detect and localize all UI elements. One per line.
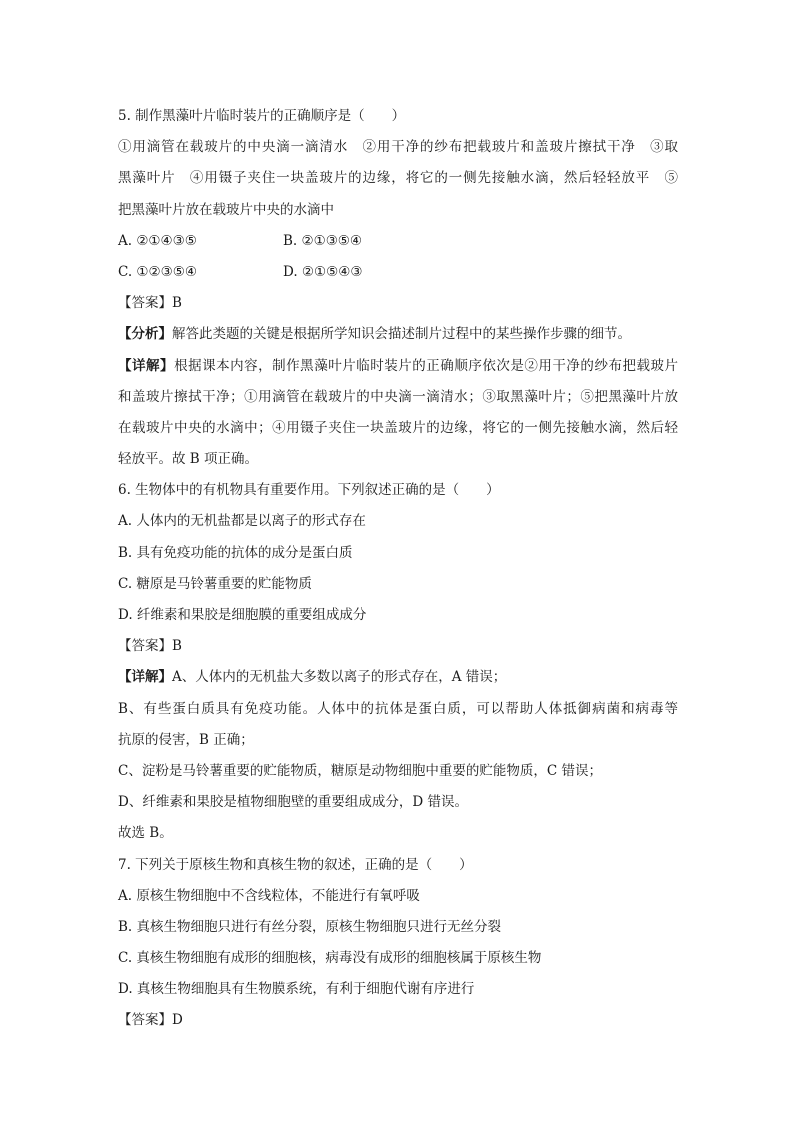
q5-analysis — [118, 319, 678, 350]
q5-desc-line-1: ①用滴管在载玻片的中央滴一滴清水 ②用干净的纱布把载玻片和盖玻片擦拭干净 ③取 — [118, 139, 678, 156]
q7-option-c: C. 真核生物细胞有成形的细胞核，病毒没有成形的细胞核属于原核生物 — [118, 950, 542, 967]
q5-option-c: C. ①②③⑤④ — [118, 263, 197, 280]
q5-option-d: D. ②①⑤④③ — [283, 263, 363, 280]
q6-stem: 6. 生物体中的有机物具有重要作用。下列叙述正确的是（ ） — [118, 482, 500, 499]
q6-option-c: C. 糖原是马铃薯重要的贮能物质 — [118, 575, 312, 592]
q5-analysis-tag: 【分析】 — [118, 326, 172, 343]
q6-conclusion: 故选 B。 — [118, 825, 173, 842]
q6-detail-line-4: C、淀粉是马铃薯重要的贮能物质，糖原是动物细胞中重要的贮能物质，C 错误； — [118, 762, 602, 779]
q6-detail-line-2: B、有些蛋白质具有免疫功能。人体中的抗体是蛋白质，可以帮助人体抵御病菌和病毒等 — [118, 700, 678, 717]
q6-option-b: B. 具有免疫功能的抗体的成分是蛋白质 — [118, 544, 353, 561]
q5-answer: 【答案】B — [118, 295, 182, 312]
q5-detail-line-3: 在载玻片中央的水滴中；④用镊子夹住一块盖玻片的边缘，将它的一侧先接触水滴，然后轻 — [118, 419, 678, 436]
q6-detail-line-1 — [118, 662, 678, 693]
q7-option-d: D. 真核生物细胞具有生物膜系统，有利于细胞代谢有序进行 — [118, 981, 475, 998]
q6-detail-tag: 【详解】 — [118, 669, 172, 686]
q5-detail-tag: 【详解】 — [118, 357, 175, 374]
q5-desc-line-2: 黑藻叶片 ④用镊子夹住一块盖玻片的边缘，将它的一侧先接触水滴，然后轻轻放平 ⑤ — [118, 170, 678, 187]
q7-stem: 7. 下列关于原核生物和真核生物的叙述，正确的是（ ） — [118, 856, 473, 873]
q5-options-row-1 — [118, 226, 678, 257]
q6-detail-line-3: 抗原的侵害，B 正确； — [118, 731, 254, 748]
q6-detail-text-1: A、人体内的无机盐大多数以离子的形式存在，A 错误； — [172, 669, 507, 686]
q5-option-a: A. ②①④③⑤ — [118, 232, 197, 249]
document-content — [118, 101, 678, 1037]
q6-option-d: D. 纤维素和果胶是细胞膜的重要组成成分 — [118, 607, 367, 623]
q6-detail-line-5: D、纤维素和果胶是植物细胞壁的重要组成成分，D 错误。 — [118, 794, 468, 811]
q5-desc-line-3: 把黑藻叶片放在载玻片中央的水滴中 — [118, 201, 334, 218]
q6-answer: 【答案】B — [118, 638, 182, 655]
q5-detail-line-4: 轻放平。故 B 项正确。 — [118, 451, 259, 468]
q5-detail-text-1: 根据课本内容，制作黑藻叶片临时装片的正确顺序依次是②用干净的纱布把载玻片 — [174, 357, 679, 374]
q5-options-row-2 — [118, 257, 678, 288]
q5-detail-line-1 — [118, 351, 678, 382]
q5-detail-line-2: 和盖玻片擦拭干净；①用滴管在载玻片的中央滴一滴清水；③取黑藻叶片；⑤把黑藻叶片放 — [118, 388, 678, 405]
q5-stem: 5. 制作黑藻叶片临时装片的正确顺序是（ ） — [118, 108, 406, 124]
q7-answer: 【答案】D — [118, 1012, 183, 1029]
q7-option-b: B. 真核生物细胞只进行有丝分裂，原核生物细胞只进行无丝分裂 — [118, 918, 502, 935]
q5-option-b: B. ②①③⑤④ — [283, 232, 363, 249]
q6-option-a: A. 人体内的无机盐都是以离子的形式存在 — [118, 513, 366, 530]
q5-analysis-text: 解答此类题的关键是根据所学知识会描述制片过程中的某些操作步骤的细节。 — [172, 326, 631, 343]
q7-option-a: A. 原核生物细胞中不含线粒体，不能进行有氧呼吸 — [118, 887, 420, 904]
